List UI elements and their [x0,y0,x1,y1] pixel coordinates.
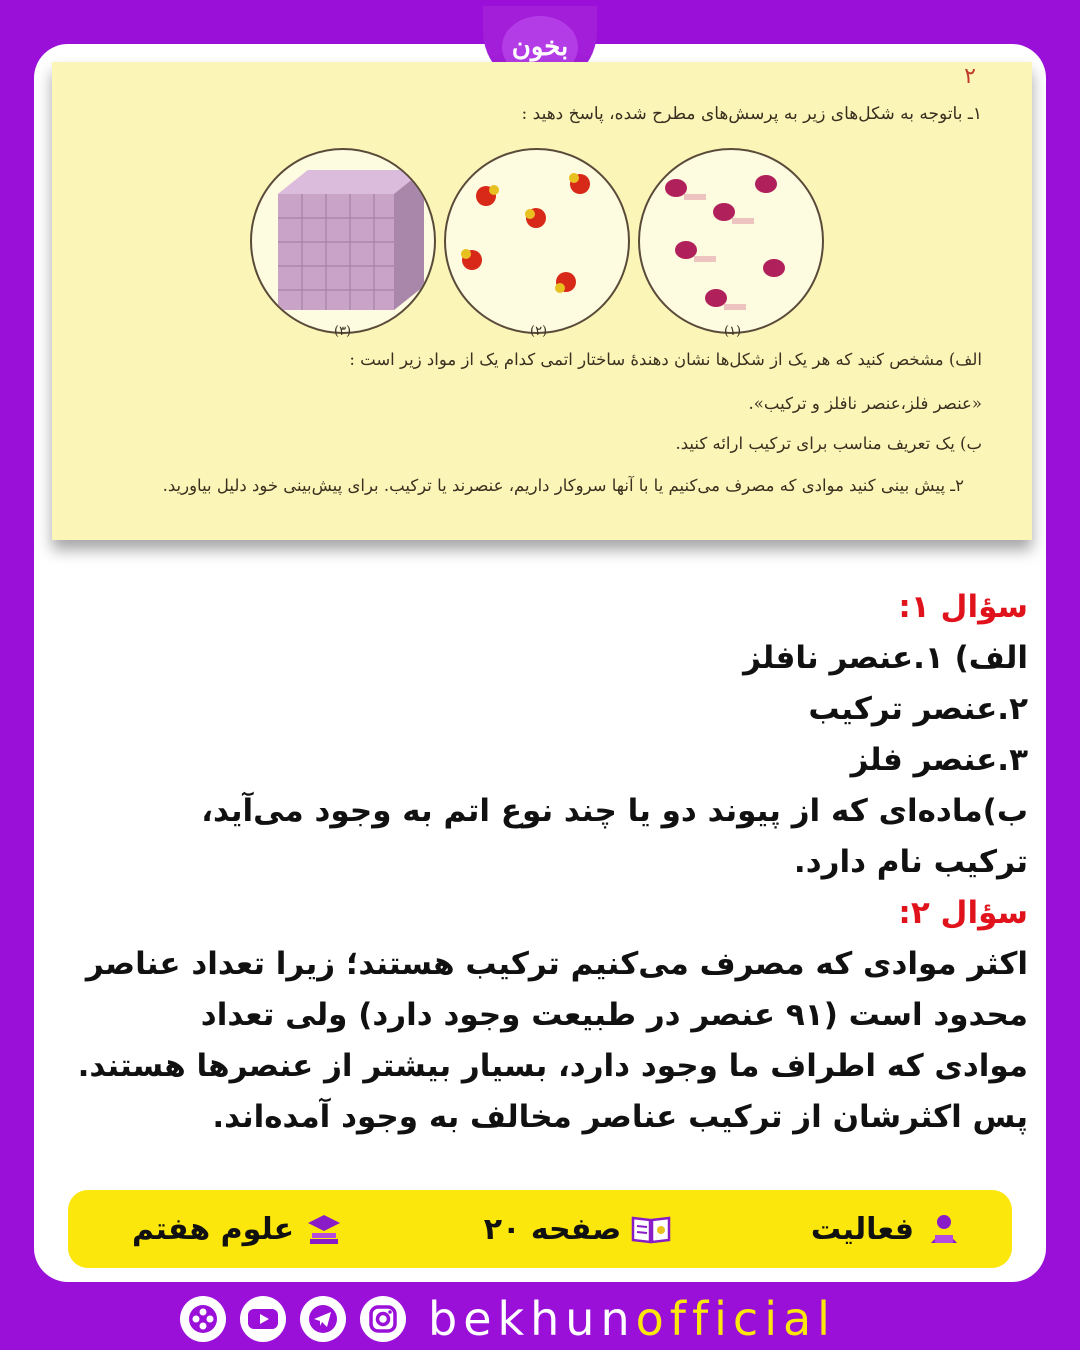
brand-handle-part2: official [635,1292,836,1346]
answer-line: ۳.عنصر فلز [850,742,1028,778]
caption-1: (۱) [724,324,742,339]
answer-line: موادی که اطراف ما وجود دارد، بسیار بیشتر از عنصرها هستند. [77,1048,1028,1084]
youtube-icon[interactable] [240,1296,286,1342]
answer-line: ۲.عنصر ترکیب [808,691,1028,727]
graduation-cap-icon [304,1211,344,1247]
answer-line: اکثر موادی که مصرف می‌کنیم ترکیب هستند؛ زیرا تعداد عناصر [85,946,1028,982]
caption-2: (۲) [530,324,548,339]
answer-line: ب)ماده‌ای که از پیوند دو یا چند نوع اتم به وجود می‌آید، [201,793,1028,829]
brand-handle-part1: bekhun [428,1292,636,1346]
answer-line: ترکیب نام دارد. [793,844,1028,880]
subject-text: علوم هفتم [132,1211,295,1247]
question-2-heading: سؤال ۲: [898,895,1028,931]
question-1-heading: سؤال ۱: [898,589,1028,625]
social-bar [180,1292,836,1346]
textbook-excerpt [52,62,1032,540]
page-label [484,1211,671,1247]
subject-label [132,1211,344,1247]
film-reel-icon[interactable] [180,1296,226,1342]
telegram-icon[interactable] [300,1296,346,1342]
molecules-diagram-2 [444,148,630,334]
brand-handle[interactable] [428,1292,836,1346]
question-2-prompt: ۲ـ پیش بینی کنید موادی که مصرف می‌کنیم یا با آنها سروکار داریم، عنصرند یا ترکیب. برای پیش‌بینی خود دلیل بیاورید. [162,476,964,495]
activity-text: فعالیت [810,1211,914,1247]
open-book-icon [631,1211,671,1247]
metal-lattice-diagram [250,148,436,334]
teacher-icon [924,1211,964,1247]
molecules-diagram-1 [638,148,824,334]
question-1-prompt: ۱ـ باتوجه به شکل‌های زیر به پرسش‌های مطرح شده، پاسخ دهید : [521,104,982,124]
instagram-icon[interactable] [360,1296,406,1342]
caption-3: (۳) [334,324,352,339]
answers-section [48,582,1028,1143]
part-a-text: الف) مشخص کنید که هر یک از شکل‌ها نشان دهندهٔ ساختار اتمی کدام یک از مواد زیر است : [349,350,982,369]
part-b-text: ب) یک تعریف مناسب برای ترکیب ارائه کنید. [675,434,982,453]
answer-line: پس اکثرشان از ترکیب عناصر مخالف به وجود آمده‌اند. [212,1099,1028,1135]
info-footer [68,1190,1012,1268]
answer-line: الف) ۱.عنصر نافلز [743,640,1028,676]
logo-text: بخون [502,16,578,78]
page-text: صفحه ۲۰ [483,1211,622,1247]
page-corner-mark: ۲ [964,64,976,89]
options-text: «عنصر فلز،عنصر نافلز و ترکیب». [748,394,982,413]
answer-line: محدود است (۹۱ عنصر در طبیعت وجود دارد) ولی تعداد [200,997,1028,1033]
activity-label [811,1211,964,1247]
